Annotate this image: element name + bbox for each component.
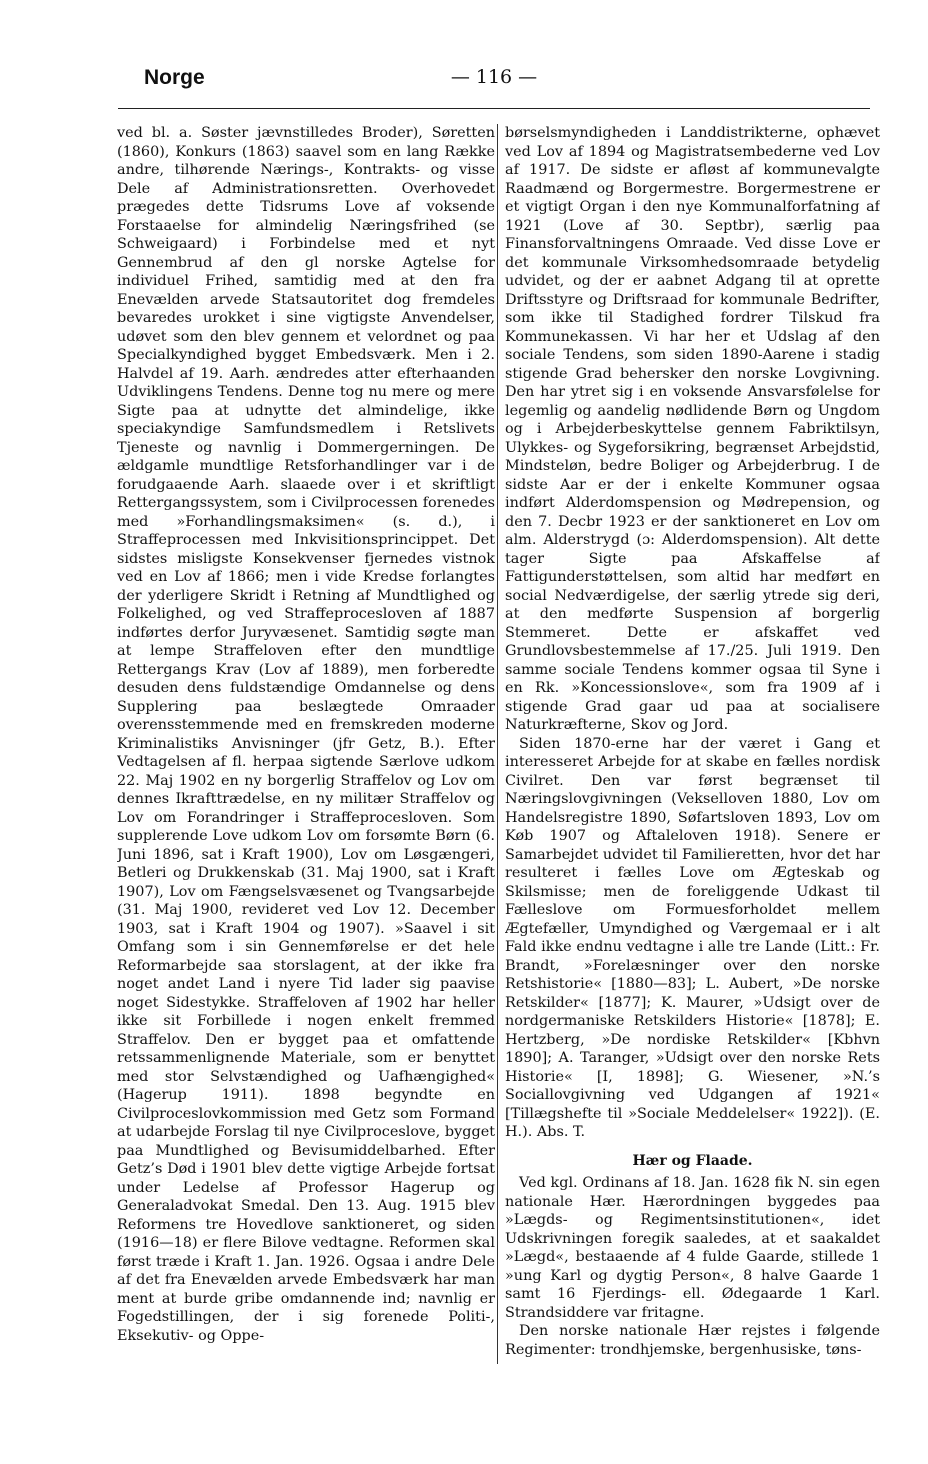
paragraph-army-1628: Ved kgl. Ordinans af 18. Jan. 1628 fik N. sin egen nationale Hær. Hærordningen byggedes paa »Lægds- og Regimentsinstitutionen«, idet Udskrivningen foregik saaledes, at et saakaldet »Lægd«, bestaaende af 4 fulde Gaarde, stillede 1 »ung Karl og dygtig Person«, 8 halve Gaarde 1 samt 16 Fjerdings- ell. Ødegaarde 1 Karl. Strandsiddere var fritagne. bbox=[505, 1175, 880, 1321]
header-rule bbox=[118, 108, 870, 109]
page-number: — 116 — bbox=[450, 66, 538, 88]
page-header bbox=[118, 66, 870, 106]
paragraph-administration: børselsmyndigheden i Landdistrikterne, ophævet ved Lov af 1894 og Magistratsembederne ved Lov af 1917. De sidste er afløst af kommunevalgte Raadmænd og Borgermestre. Borgermestrene er et vigtigt Organ i den nye Kommunalforfatning af 1921 (Love af 30. Septbr), særlig paa Finansforvaltningens Omraade. Ved disse Love er det kommunale Virksomhedsomraade betydelig udvidet, og der er aabnet Adgang til at oprette Driftsstyre og Driftsraad for kommunale Bedrifter, som ikke til Stadighed fordrer Tilskud fra Kommunekassen. Vi har her et Udslag af den sociale Tendens, som siden 1890-Aarene i stadig stigende Grad behersker den norske Lovgivning. Den har ytret sig i en voksende Ansvarsfølelse for legemlig og aandelig nødlidende Børn og Ungdom og i Arbejderbeskyttelse gennem Fabriktilsyn, Ulykkes- og Sygeforsikring, begrænset Arbejdstid, Mindsteløn, bedre Boliger og Arbejderbrug. I de sidste Aar er der i enkelte Kommuner ogsaa indført Alderdomspension og Mødrepension, og den 7. Decbr 1923 er der sanktioneret en Lov om alm. Alderstrygd (ɔ: Alderdomspension). Alt dette tager Sigte paa Afskaffelse af Fattigunderstøttelsen, som altid har medført en social Nedværdigelse, der særlig ytrede sig deri, at den medførte Suspension af borgerlig Stemmeret. Dette er afskaffet ved Grundlovsbestemmelse af 17./25. Juli 1919. Den samme sociale Tendens kommer ogsaa til Syne i en Rk. »Koncessionslove«, som fra 1909 af i stigende Grad gaar ud paa at socialisere Naturkræfterne, Skov og Jord. bbox=[505, 125, 880, 733]
left-column-text: ved bl. a. Søster jævnstilledes Broder), Søretten (1860), Konkurs (1863) saavel som en lang Række andre, tilhørende Nærings-, Kontrakts- og visse Dele af Administrationsretten. Overhovedet prægedes dette Tidsrums Love af voksende Forstaaelse for almindelig Næringsfrihed (se Schweigaard) i Forbindelse med et nyt Gennembrud af den gl norske Agtelse for individuel Frihed, samtidig med at den fra Enevælden arvede Statsautoritet dog fremdeles bevaredes urokket i sine vigtigste Anvendelser, udøvet som den blev gennem et velordnet og paa Specialkyndighed bygget Embedsværk. Men i 2. Halvdel af 19. Aarh. ændredes atter efterhaanden Udviklingens Tendens. Denne tog nu mere og mere Sigte paa at udnytte det almindelige, ikke speciakyndige Samfundsmedlem i Retslivets Tjeneste og navnlig i Dommergerningen. De ældgamle mundtlige Retsforhandlinger var i de forudgaaende Aarh. slaaede over i et skriftligt Rettergangssystem, som i Civilprocessen forenedes med »Forhandlingsmaksimen« (s. d.), i Straffeprocessen med Inkvisitionsprincippet. Det sidstes misligste Konsekvenser fjernedes vistnok ved en Lov af 1866; men i vide Kredse forlangtes der yderligere Skridt i Retning af Mundtlighed og Folkelighed, og ved Straffeprocesloven af 1887 indførtes derfor Juryvæsenet. Samtidig søgte man at lempe Straffeloven efter den mundtlige Rettergangs Krav (Lov af 1889), men forberedte desuden dens fuldstændige Omdannelse og dens Supplering paa beslægtede Omraader overensstemmende med en fremskreden moderne Kriminalistiks Anvisninger (jfr Getz, B.). Efter Vedtagelsen af fl. herpaa sigtende Særlove udkom 22. Maj 1902 en ny borgerlig Straffelov og Lov om dennes Ikrafttrædelse, en ny militær Straffelov og Lov om Forandringer i Straffeprocesloven. Som supplerende Love udkom Lov om forsømte Børn (6. Juni 1896, sat i Kraft 1900), Lov om Løsgængeri, Betleri og Drukkenskab (31. Maj 1900, sat i Kraft 1907), Lov om Fængselsvæsenet og Tvangsarbejde (31. Maj 1900, revideret ved Lov 12. December 1903, sat i Kraft 1904 og 1907). »Saavel i sit Omfang som i sin Gennemførelse er det hele Reformarbejde saa storslagent, at der ikke fra noget andet Land i nyere Tid lader sig paavise noget Sidestykke. Straffeloven af 1902 har heller ikke sit Forbillede i nogen enkelt fremmed Straffelov. Den er bygget paa et omfattende retssammenlignende Materiale, som er benyttet med stor Selvstændighed og Uafhængighed« (Hagerup 1911). 1898 begyndte en Civilproceslovkommission med Getz som Formand at udarbejde Forslag til nye Civilproceslove, bygget paa Mundtlighed og Bevisumiddelbarhed. Efter Getz’s Død i 1901 blev dette vigtige Arbejde fortsat under Ledelse af Professor Hagerup og Generaladvokat Smedal. Den 13. Aug. 1915 blev Reformens tre Hovedlove sanktioneret, og siden (1916—18) er flere Bilove vedtagne. Reformen skal først træde i Kraft 1. Jan. 1926. Ogsaa i andre Dele af det fra Enevælden arvede Embedsværk har man ment at burde gribe omdannende ind; navnlig er Fogedstillingen, der i sig forenede Politi-, Eksekutiv- og Oppe- bbox=[117, 125, 495, 1344]
paragraph-regiments: Den norske nationale Hær rejstes i følgende Regimenter: trondhjemske, bergenhusiske, tøns- bbox=[505, 1323, 880, 1358]
left-column bbox=[117, 124, 495, 1364]
paragraph-nordic-civil-law: Siden 1870-erne har der været i Gang et interesseret Arbejde for at skabe en fælles nordisk Civilret. Den var først begrænset til Næringslovgivningen (Vekselloven 1880, Lov om Handelsregistre 1890, Søfartsloven 1893, Lov om Køb 1907 og Aftaleloven 1918). Senere er Samarbejdet udvidet til Familieretten, hvor det har resulteret i fælles Love om Ægteskab og Skilsmisse; men de foreliggende Udkast til Fælleslove om Formuesforholdet mellem Ægtefæller, Umyndighed og Værgemaal er i alt Fald ikke endnu vedtagne i alle tre Lande (Litt.: Fr. Brandt, »Forelæsninger over den norske Retshistorie« [1880—83]; L. Aubert, »De norske Retskilder« [1877]; K. Maurer, »Udsigt over de nordgermaniske Retskilders Historie« [1878]; E. Hertzberg, »De nordiske Retskilder« [Kbhvn 1890]; A. Taranger, »Udsigt over den norske Rets Historie« [I, 1898]; G. Wiesener, »N.’s Sociallovgivning ved Udgangen af 1921« [Tillægshefte til »Sociale Meddelelser« 1922]). (E. H.). Abs. T. bbox=[505, 735, 880, 1140]
column-divider bbox=[497, 124, 498, 1364]
right-column bbox=[505, 124, 880, 1364]
section-title: Norge bbox=[144, 66, 205, 89]
subheading-army-navy: Hær og Flaade. bbox=[632, 1152, 753, 1169]
